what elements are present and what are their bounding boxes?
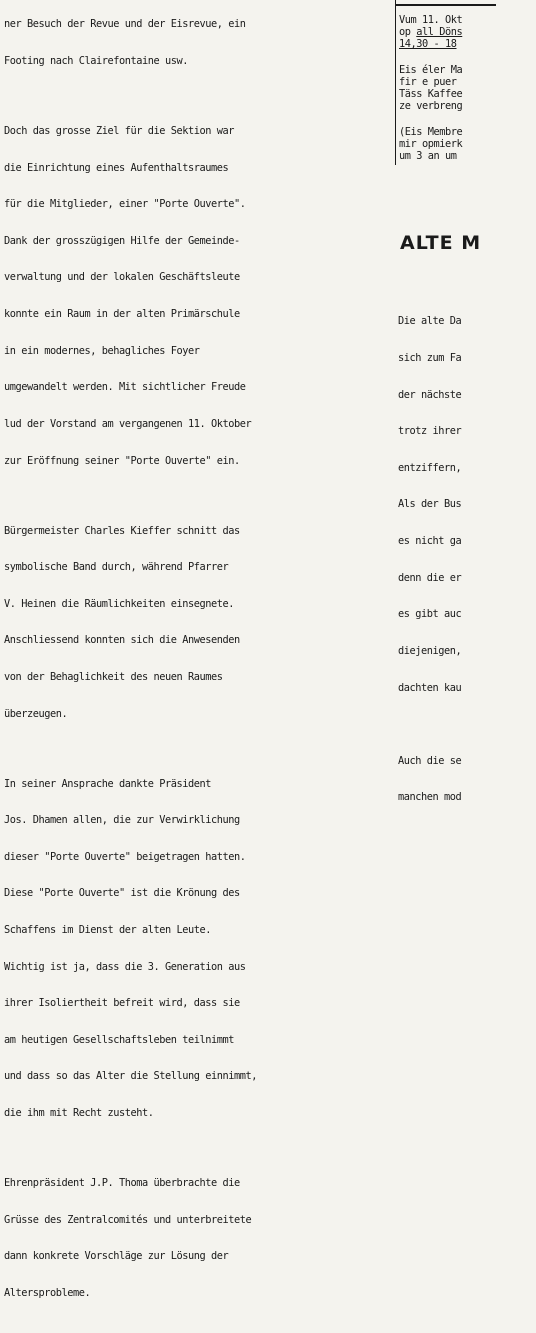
text-line: verwaltung und der lokalen Geschäftsleute: [4, 271, 240, 284]
text-line: überzeugen.: [4, 707, 68, 720]
notice-hours-line: 14,30 - 18: [399, 38, 457, 50]
paragraph-honorary-president: [4, 1153, 388, 1324]
paragraph-president-speech: [4, 753, 388, 1144]
text-line: der nächste: [398, 388, 462, 401]
text-line: Die alte Da: [398, 315, 462, 328]
paragraph-mayor: [4, 500, 388, 744]
text-line: ihrer Isoliertheit befreit wird, dass sie: [4, 997, 240, 1010]
text-line: trotz ihrer: [398, 425, 462, 438]
notice-text-line: fir e puer: [399, 76, 457, 88]
notice-days-underlined: all Döns: [416, 26, 463, 38]
text-line: dieser "Porte Ouverte" beigetragen hatten.: [4, 850, 246, 863]
text-line: Footing nach Clairefontaine usw.: [4, 55, 188, 68]
text-line: lud der Vorstand am vergangenen 11. Oktober: [4, 417, 252, 430]
notice-box: [395, 0, 536, 165]
notice-date-line: Vum 11. Okt: [399, 14, 463, 26]
text-line: dachten kau: [398, 681, 462, 694]
text-line: Dank der grosszügigen Hilfe der Gemeinde-: [4, 234, 240, 247]
paragraph-intro-tail: [4, 0, 388, 92]
text-line: am heutigen Gesellschaftsleben teilnimmt: [4, 1033, 234, 1046]
text-line: dann konkrete Vorschläge zur Lösung der: [4, 1250, 229, 1263]
text-line: Ehrenpräsident J.P. Thoma überbrachte die: [4, 1177, 240, 1190]
text-line: Anschliessend konnten sich die Anwesenden: [4, 634, 240, 647]
text-line: für die Mitglieder, einer "Porte Ouverte".: [4, 198, 246, 211]
notice-text-line: Eis éler Ma: [399, 64, 463, 76]
text-line: sich zum Fa: [398, 352, 462, 365]
text-line: umgewandelt werden. Mit sichtlicher Freude: [4, 381, 246, 394]
section-heading: ALTE M: [400, 232, 482, 254]
text-line: es nicht ga: [398, 535, 462, 548]
text-line: Jos. Dhamen allen, die zur Verwirklichung: [4, 814, 240, 827]
text-line: und dass so das Alter die Stellung einnimmt,: [4, 1070, 257, 1083]
text-line: zur Eröffnung seiner "Porte Ouverte" ein.: [4, 454, 240, 467]
text-line: entziffern,: [398, 461, 462, 474]
article-left-column: [4, 0, 388, 1333]
text-line: Auch die se: [398, 754, 462, 767]
text-line: die Einrichtung eines Aufenthaltsraumes: [4, 161, 229, 174]
text-line: diejenigen,: [398, 644, 462, 657]
notice-text-line: ze verbreng: [399, 100, 463, 112]
article-right-column: [395, 0, 482, 804]
text-line: symbolische Band durch, während Pfarrer: [4, 561, 229, 574]
notice-text-line: Täss Kaffee: [399, 88, 463, 100]
paragraph-porte-ouverte: [4, 101, 388, 492]
text-line: denn die er: [398, 571, 462, 584]
text-line: Grüsse des Zentralcomités und unterbreitete: [4, 1213, 252, 1226]
notice-text-line: mir opmierk: [399, 138, 463, 150]
text-line: in ein modernes, behagliches Foyer: [4, 344, 200, 357]
text-line: von der Behaglichkeit des neuen Raumes: [4, 670, 223, 683]
text-line: [398, 718, 461, 730]
text-line: Altersprobleme.: [4, 1286, 91, 1299]
text-line: Doch das grosse Ziel für die Sektion war: [4, 125, 234, 138]
text-line: konnte ein Raum in der alten Primärschule: [4, 308, 240, 321]
text-line: V. Heinen die Räumlichkeiten einsegnete.: [4, 597, 234, 610]
box-top-rule: [396, 4, 496, 6]
text-line: manchen mod: [398, 791, 462, 804]
right-article-body: [398, 291, 461, 828]
text-line: es gibt auc: [398, 608, 462, 621]
text-line: In seiner Ansprache dankte Präsident: [4, 777, 211, 790]
notice-days-prefix: op: [399, 26, 417, 38]
text-line: Diese "Porte Ouverte" ist die Krönung des: [4, 887, 240, 900]
text-line: Bürgermeister Charles Kieffer schnitt das: [4, 524, 240, 537]
notice-days-line: [399, 26, 462, 38]
text-line: ner Besuch der Revue und der Eisrevue, ein: [4, 18, 246, 31]
notice-text-line: (Eis Membre: [399, 126, 463, 138]
notice-text-line: um 3 an um: [399, 150, 457, 162]
text-line: Wichtig ist ja, dass die 3. Generation aus: [4, 960, 246, 973]
text-line: Als der Bus: [398, 498, 462, 511]
text-line: Schaffens im Dienst der alten Leute.: [4, 924, 211, 937]
text-line: die ihm mit Recht zusteht.: [4, 1107, 154, 1120]
